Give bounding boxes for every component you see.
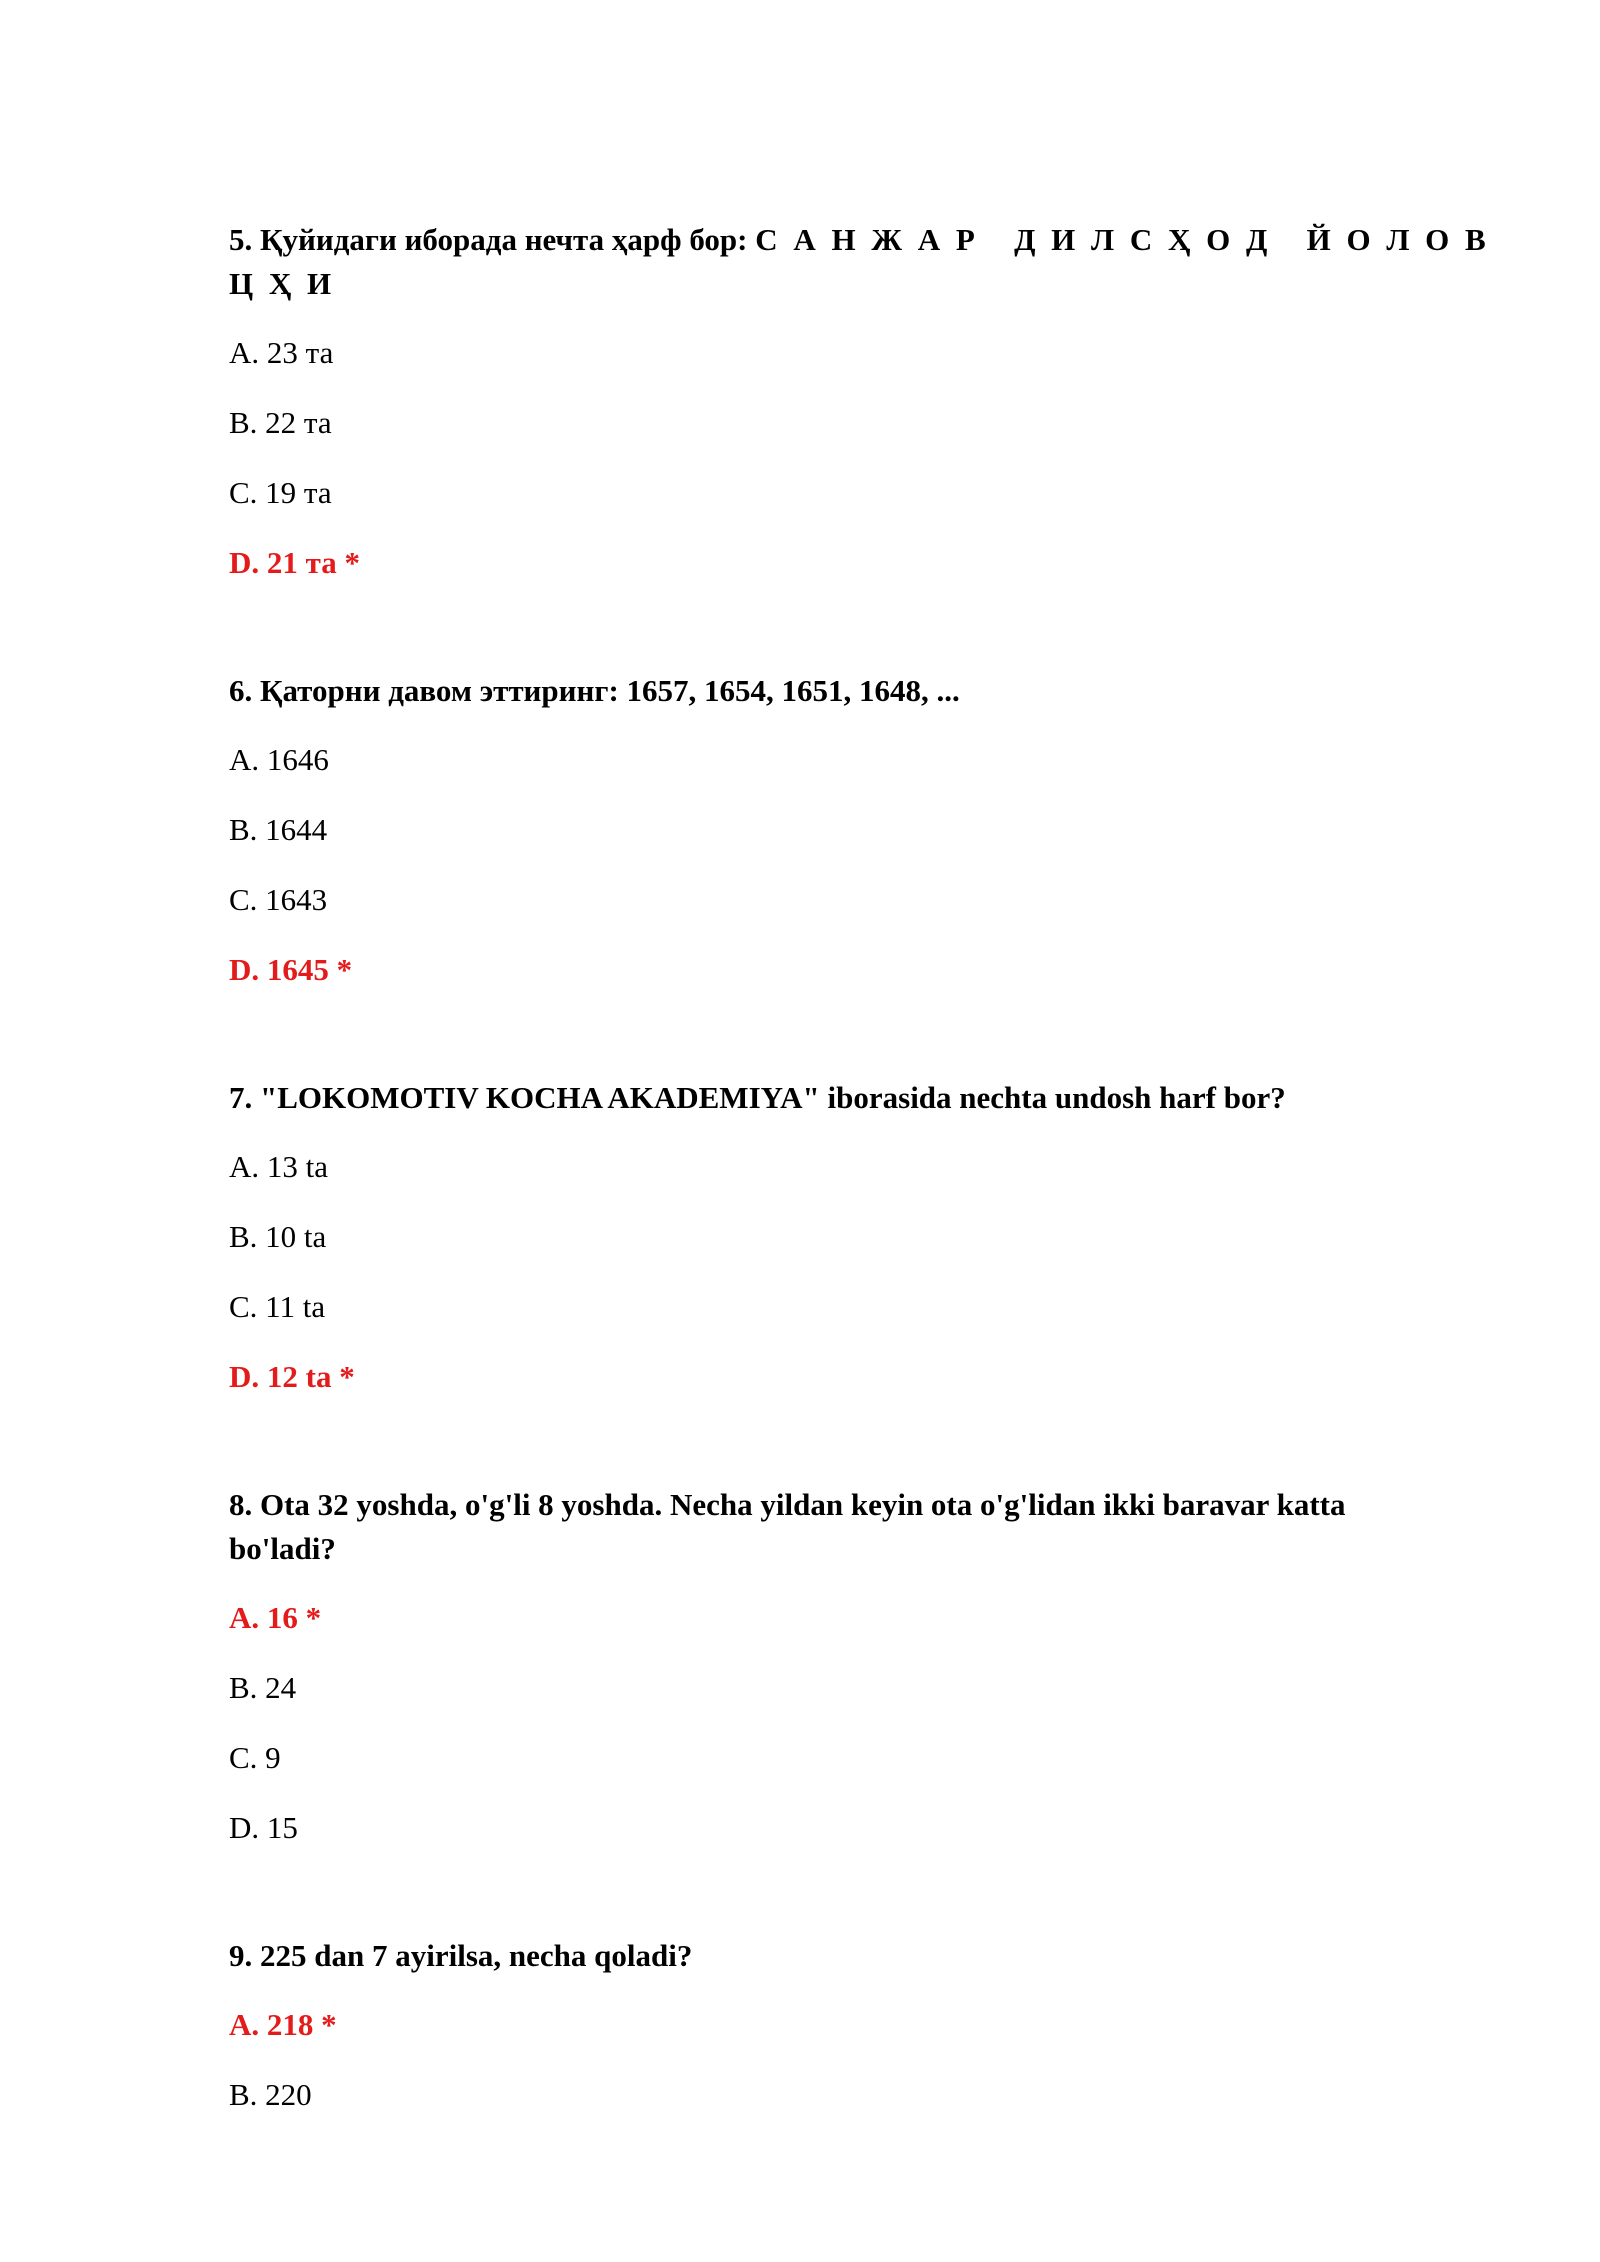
- option-a-correct: A. 218 *: [229, 2007, 337, 2042]
- question-text: 9. 225 dan 7 ayirilsa, necha qoladi?: [229, 1938, 693, 1973]
- option-d-correct: D. 12 ta *: [229, 1359, 355, 1394]
- option-d-correct: D. 1645 *: [229, 952, 353, 987]
- question-7: [229, 1076, 1529, 1399]
- question-text: 8. Ota 32 yoshda, o'g'li 8 yoshda. Necha yildan keyin ota o'g'lidan ikki baravar katta bo'ladi?: [229, 1487, 1354, 1566]
- option-b: B. 10 ta: [229, 1219, 327, 1254]
- option-a-correct: A. 16 *: [229, 1600, 322, 1635]
- question-5: [229, 218, 1529, 585]
- option-c: C. 11 ta: [229, 1289, 326, 1324]
- option-c: C. 9: [229, 1740, 281, 1775]
- option-b: B. 22 та: [229, 405, 332, 440]
- question-8: [229, 1483, 1529, 1850]
- question-text: [229, 218, 1529, 306]
- question-letters: С А Н Ж А Р Д И Л С Ҳ О Д Й О Л О В Ц Ҳ И: [229, 222, 1502, 301]
- question-prompt: 5. Қуйидаги иборада нечта ҳарф бор:: [229, 222, 756, 257]
- option-c: C. 1643: [229, 882, 328, 917]
- option-b: B. 1644: [229, 812, 328, 847]
- option-d: D. 15: [229, 1810, 298, 1845]
- document-page: [229, 218, 1529, 2201]
- option-d-correct: D. 21 та *: [229, 545, 360, 580]
- question-text: 6. Қаторни давом эттиринг: 1657, 1654, 1651, 1648, ...: [229, 673, 960, 708]
- option-b: B. 24: [229, 1670, 297, 1705]
- question-6: [229, 669, 1529, 992]
- option-c: C. 19 та: [229, 475, 332, 510]
- question-9: [229, 1934, 1529, 2117]
- option-a: A. 13 ta: [229, 1149, 329, 1184]
- option-a: A. 23 та: [229, 335, 334, 370]
- option-a: A. 1646: [229, 742, 329, 777]
- question-text: 7. "LOKOMOTIV KOCHA AKADEMIYA" iborasida nechta undosh harf bor?: [229, 1080, 1286, 1115]
- option-b: B. 220: [229, 2077, 312, 2112]
